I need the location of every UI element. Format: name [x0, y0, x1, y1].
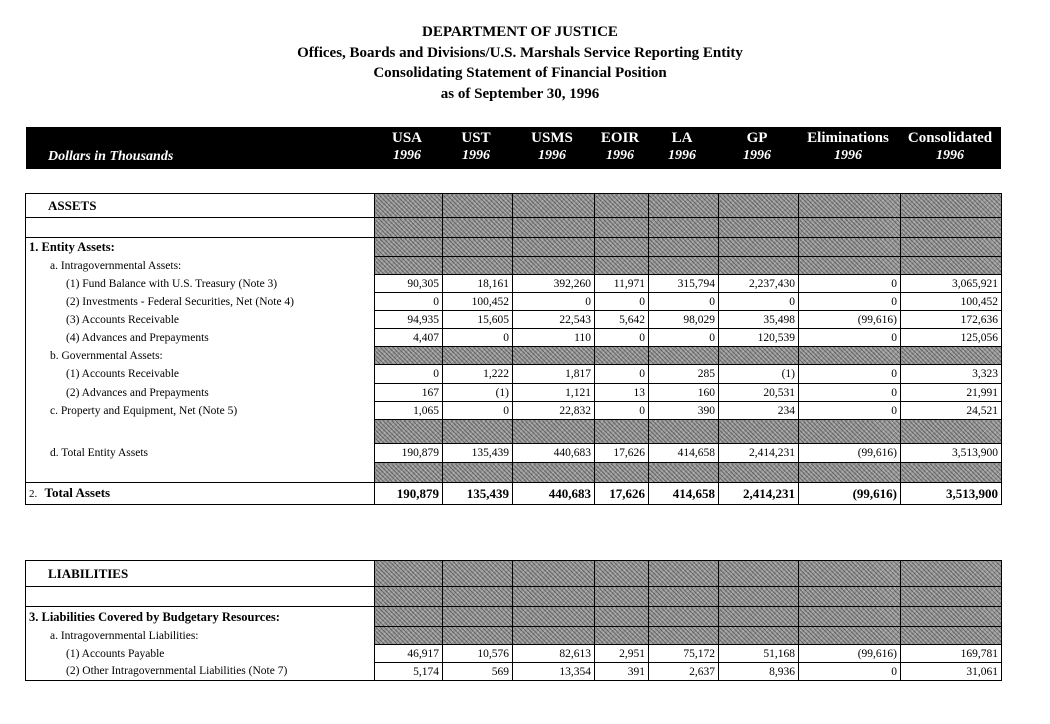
- intragov-assets-label: a. Intragovernmental Assets:: [26, 257, 375, 275]
- table-row: (3) Accounts Receivable 94,935 15,605 22,543 5,642 98,029 35,498 (99,616) 172,636: [26, 311, 1002, 329]
- row-label: (1) Accounts Receivable: [26, 365, 375, 384]
- row-label: (2) Advances and Prepayments: [26, 384, 375, 402]
- statement-date: as of September 30, 1996: [440, 85, 600, 102]
- intragov-assets-row: [26, 257, 1002, 275]
- total-assets-label: Total Assets: [44, 485, 111, 500]
- table-row: d. Total Entity Assets 190,879 135,439 440,683 17,626 414,658 2,414,231 (99,616) 3,513,900: [26, 444, 1002, 463]
- row-label: (2) Investments - Federal Securities, Net (Note 4): [26, 293, 375, 311]
- col-header-la: LA 1996: [668, 130, 696, 163]
- total-assets-row: 2. Total Assets 190,879 135,439 440,683 17,626 414,658 2,414,231 (99,616) 3,513,900: [26, 483, 1002, 505]
- row-label: c. Property and Equipment, Net (Note 5): [26, 402, 375, 420]
- table-row: (2) Advances and Prepayments 167 (1) 1,121 13 160 20,531 0 21,991: [26, 384, 1002, 402]
- row-label: (2) Other Intragovernmental Liabilities (Note 7): [26, 663, 375, 681]
- col-header-ust: UST 1996: [461, 130, 491, 163]
- table-row: c. Property and Equipment, Net (Note 5) 1,065 0 22,832 0 390 234 0 24,521: [26, 402, 1002, 420]
- col-header-gp: GP 1996: [743, 130, 771, 163]
- table-row: (2) Other Intragovernmental Liabilities (Note 7) 5,174 569 13,354 391 2,637 8,936 0 31,061: [26, 663, 1002, 681]
- row-label: (3) Accounts Receivable: [26, 311, 375, 329]
- liabilities-spacer-row: [26, 587, 1002, 607]
- table-row: (1) Fund Balance with U.S. Treasury (Note 3) 90,305 18,161 392,260 11,971 315,794 2,237,430 0 3,065,921: [26, 275, 1002, 293]
- liabilities-title: LIABILITIES: [26, 561, 375, 587]
- intragov-liabilities-row: [26, 627, 1002, 645]
- col-header-usms: USMS 1996: [531, 130, 573, 163]
- assets-title-row: [26, 194, 1002, 218]
- assets-table: [25, 193, 1002, 505]
- governmental-assets-row: [26, 347, 1002, 365]
- table-row: (2) Investments - Federal Securities, Net (Note 4) 0 100,452 0 0 0 0 0 100,452: [26, 293, 1002, 311]
- col-header-usa: USA 1996: [391, 130, 422, 163]
- table-row: (4) Advances and Prepayments 4,407 0 110 0 0 120,539 0 125,056: [26, 329, 1002, 347]
- statement-title: Consolidating Statement of Financial Position: [373, 65, 667, 81]
- assets-title: ASSETS: [26, 194, 375, 218]
- liabilities-table: [25, 560, 1002, 681]
- row-label: d. Total Entity Assets: [26, 444, 375, 463]
- col-header-eliminations: Eliminations 1996: [807, 130, 889, 163]
- entity-assets-label: 1. Entity Assets:: [26, 238, 375, 257]
- intragov-liabilities-label: a. Intragovernmental Liabilities:: [26, 627, 375, 645]
- assets-spacer-row: [26, 463, 1002, 483]
- table-row: (1) Accounts Payable 46,917 10,576 82,613 2,951 75,172 51,168 (99,616) 169,781: [26, 645, 1002, 663]
- col-header-eoir: EOIR 1996: [600, 130, 640, 163]
- col-header-consolidated: Consolidated 1996: [907, 130, 993, 163]
- column-header-band: [26, 127, 1001, 169]
- assets-spacer-row: [26, 420, 1002, 444]
- row-label: (4) Advances and Prepayments: [26, 329, 375, 347]
- liabilities-title-row: [26, 561, 1002, 587]
- table-row: (1) Accounts Receivable 0 1,222 1,817 0 285 (1) 0 3,323: [26, 365, 1002, 384]
- covered-liabilities-label: 3. Liabilities Covered by Budgetary Resources:: [26, 607, 375, 627]
- row-label: (1) Accounts Payable: [26, 645, 375, 663]
- covered-liabilities-row: [26, 607, 1002, 627]
- assets-spacer-row: [26, 218, 1002, 238]
- row-label: (1) Fund Balance with U.S. Treasury (Note 3): [26, 275, 375, 293]
- total-assets-number: 2.: [29, 488, 38, 500]
- unit-label: Dollars in Thousands: [48, 149, 174, 164]
- document-header: [0, 22, 1040, 104]
- entity-title: Offices, Boards and Divisions/U.S. Marshals Service Reporting Entity: [297, 44, 743, 61]
- governmental-assets-label: b. Governmental Assets:: [26, 347, 375, 365]
- entity-assets-row: [26, 238, 1002, 257]
- agency-title: DEPARTMENT OF JUSTICE: [422, 24, 618, 40]
